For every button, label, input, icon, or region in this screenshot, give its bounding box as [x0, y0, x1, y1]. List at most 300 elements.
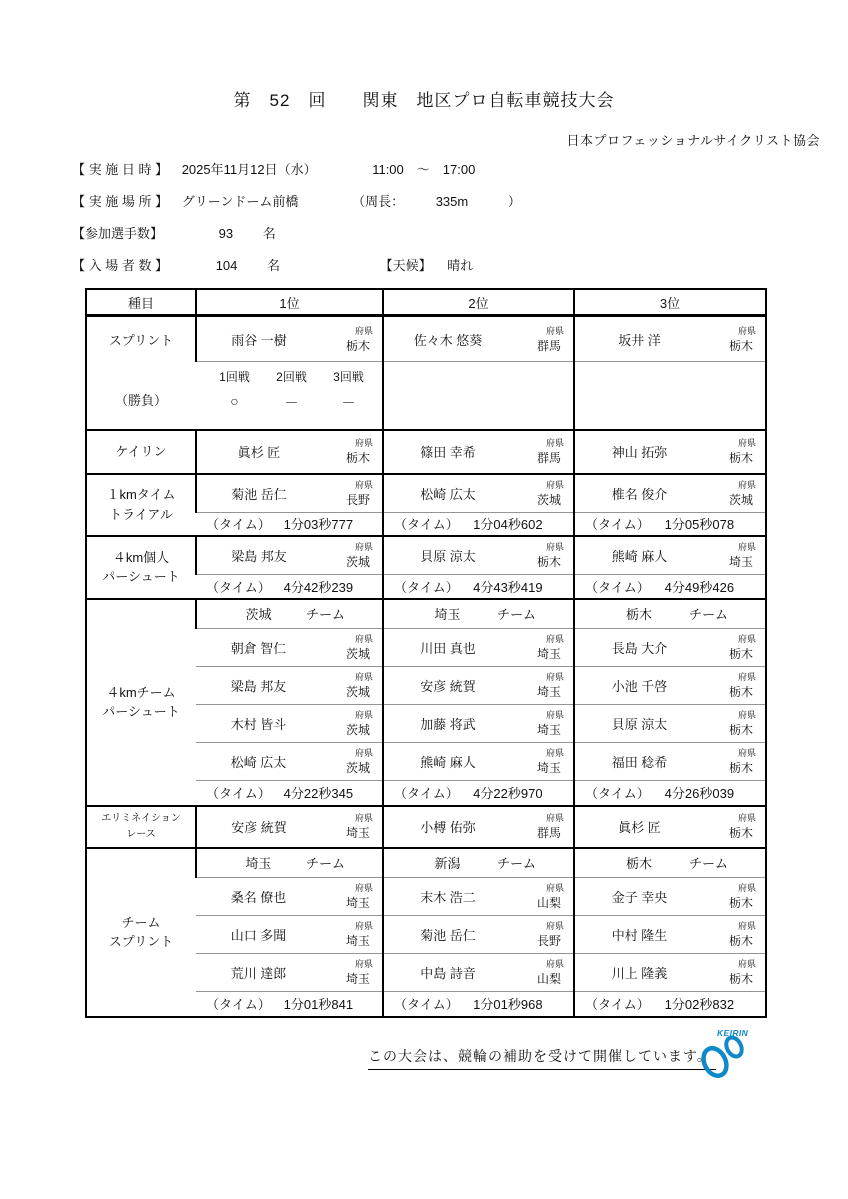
datetime-hours: 11:00 ～ 17:00: [372, 162, 476, 177]
time-label: （タイム）: [206, 997, 271, 1013]
prefecture-label: 府県: [545, 542, 564, 552]
result-cell: [383, 536, 574, 575]
category-line: ケイリン: [115, 443, 167, 459]
event-info: [72, 160, 792, 288]
prefecture-label: 府県: [545, 672, 564, 682]
prefecture-name: 群馬: [536, 338, 561, 353]
prefecture-name: 茨城: [345, 555, 370, 569]
prefecture-name: 茨城: [345, 723, 370, 737]
prefecture-name: 茨城: [345, 647, 370, 661]
time-label: （タイム）: [394, 997, 459, 1013]
prefecture-block: [321, 916, 382, 953]
time-value: 1分04秒602: [473, 517, 543, 533]
time-value: 4分22秒345: [283, 786, 354, 802]
rider-name: 篠田 幸希: [420, 445, 476, 460]
prefecture-label: 府県: [354, 813, 373, 823]
result-cell: [383, 430, 574, 474]
category-line: パーシュート: [102, 569, 180, 585]
keirin-logo-label: KEIRIN: [717, 1028, 749, 1038]
venue-label: 【 実 施 場 所 】: [72, 194, 169, 209]
prefecture-name: 埼玉: [536, 761, 561, 775]
time-label: （タイム）: [206, 786, 271, 802]
team-prefecture: 栃木: [625, 856, 652, 872]
result-cell: [196, 536, 383, 575]
time-value: 1分01秒968: [473, 997, 543, 1013]
attendance-value: 104: [215, 258, 238, 273]
prefecture-block: [704, 629, 765, 666]
participants-value: 93: [218, 226, 234, 241]
table-row: [86, 599, 766, 629]
prefecture-label: 府県: [545, 710, 564, 720]
prefecture-label: 府県: [354, 959, 373, 969]
event-category: [86, 599, 196, 806]
result-cell: [196, 743, 383, 781]
organization-name: 日本プロフェッショナルサイクリスト協会: [566, 133, 820, 148]
prefecture-name: 埼玉: [345, 896, 370, 910]
result-cell: [574, 806, 766, 848]
time-cell: [574, 575, 766, 599]
time-value: 4分22秒970: [473, 786, 543, 802]
time-cell: [383, 512, 574, 536]
rider-name: 熊崎 麻人: [611, 549, 668, 564]
prefecture-label: 府県: [737, 672, 756, 682]
rider-name: 川上 隆義: [611, 966, 668, 981]
category-line: （勝負）: [114, 393, 167, 408]
prefecture-name: 栃木: [536, 555, 561, 569]
round-label: 3回戦: [333, 370, 364, 384]
rider-name: 長島 大介: [611, 641, 668, 656]
event-category: [86, 848, 196, 1017]
prefecture-name: 栃木: [728, 826, 753, 840]
prefecture-block: [321, 808, 382, 845]
team-cell: [383, 848, 574, 878]
prefecture-block: [704, 433, 765, 470]
time-cell: [574, 992, 766, 1017]
prefecture-block: [704, 916, 765, 953]
result-cell: [574, 667, 766, 705]
prefecture-name: 山梨: [536, 896, 561, 910]
prefecture-block: [704, 808, 765, 845]
team-prefecture: 埼玉: [434, 607, 461, 623]
prefecture-block: [512, 629, 573, 666]
prefecture-name: 栃木: [728, 451, 753, 465]
prefecture-name: 栃木: [728, 896, 753, 910]
rider-name: 福田 稔希: [611, 755, 668, 770]
result-cell: [574, 916, 766, 954]
prefecture-name: 栃木: [728, 647, 753, 661]
rider-name: 梁島 邦友: [231, 549, 287, 564]
time-value: 1分02秒832: [664, 997, 735, 1013]
prefecture-label: 府県: [545, 438, 564, 448]
prefecture-name: 群馬: [536, 826, 561, 840]
rider-name: 梁島 邦友: [230, 679, 287, 694]
team-cell: [196, 848, 383, 878]
result-cell: [383, 474, 574, 513]
time-label: （タイム）: [585, 997, 650, 1013]
time-label: （タイム）: [394, 786, 459, 802]
prefecture-name: 長野: [536, 934, 561, 948]
result-cell: [383, 954, 574, 992]
results-table: [85, 288, 767, 1018]
category-line: １kmタイム: [106, 487, 176, 503]
time-label: （タイム）: [585, 786, 650, 802]
track-length-open: （周長：: [352, 194, 405, 209]
time-label: （タイム）: [206, 517, 271, 533]
prefecture-block: [704, 743, 765, 780]
rider-name: 朝倉 智仁: [230, 641, 287, 656]
attendance-label: 【 入 場 者 数 】: [72, 258, 169, 273]
result-cell: [574, 705, 766, 743]
time-value: 1分05秒078: [664, 517, 735, 533]
time-cell: [574, 512, 766, 536]
header-third-place: 3位: [574, 289, 766, 316]
team-prefecture: 栃木: [625, 607, 652, 623]
time-cell: [196, 512, 383, 536]
prefecture-label: 府県: [354, 672, 373, 682]
prefecture-label: 府県: [545, 479, 564, 490]
rider-name: 松崎 広太: [230, 755, 287, 770]
page-footer: [0, 1022, 848, 1112]
team-cell: [574, 848, 766, 878]
category-line: ４km個人: [112, 549, 170, 565]
time-value: 4分42秒239: [283, 579, 354, 595]
prefecture-label: 府県: [545, 883, 564, 893]
empty-cell: [574, 362, 766, 430]
weather-label: 【天候】: [379, 258, 432, 273]
result-cell: [574, 316, 766, 362]
team-cell: [196, 599, 383, 629]
rider-name: 菊池 岳仁: [231, 486, 287, 502]
time-value: 1分03秒777: [283, 517, 354, 533]
prefecture-name: 栃木: [728, 723, 753, 737]
time-label: （タイム）: [394, 579, 459, 595]
rider-name: 神山 拓弥: [611, 445, 668, 460]
rider-name: 貝原 涼太: [611, 717, 668, 732]
round-result: －: [284, 395, 299, 411]
prefecture-label: 府県: [354, 921, 373, 931]
prefecture-name: 埼玉: [345, 934, 370, 948]
prefecture-block: [704, 954, 765, 991]
rider-name: 金子 幸央: [611, 890, 668, 905]
rider-name: 加藤 将武: [420, 717, 476, 732]
prefecture-block: [512, 954, 573, 991]
subsidy-note: この大会は、競輪の補助を受けて開催しています。: [368, 1046, 716, 1070]
rider-name: 佐々木 悠葵: [413, 332, 483, 348]
rider-name: 椎名 俊介: [611, 486, 668, 502]
rider-name: 中島 詩音: [420, 966, 476, 981]
prefecture-block: [704, 705, 765, 742]
time-cell: [383, 575, 574, 599]
result-cell: [574, 629, 766, 667]
prefecture-label: 府県: [354, 325, 373, 336]
rider-name: 中村 隆生: [611, 928, 668, 943]
rider-name: 坂井 洋: [618, 332, 661, 348]
category-line: トライアル: [109, 506, 173, 522]
rider-name: 桑名 僚也: [230, 890, 287, 905]
prefecture-name: 埼玉: [728, 555, 753, 569]
prefecture-name: 栃木: [345, 451, 370, 465]
result-cell: [196, 916, 383, 954]
prefecture-block: [321, 705, 382, 742]
prefecture-name: 茨城: [728, 492, 753, 507]
rider-name: 菊池 岳仁: [420, 928, 476, 943]
team-label: チーム: [689, 607, 729, 623]
round-label: 2回戦: [276, 370, 307, 384]
prefecture-block: [321, 321, 382, 358]
rider-name: 山口 多聞: [230, 928, 287, 943]
time-cell: [574, 781, 766, 806]
prefecture-name: 栃木: [728, 685, 753, 699]
keirin-logo-icon: [693, 1026, 757, 1086]
result-cell: [196, 667, 383, 705]
prefecture-name: 栃木: [728, 761, 753, 775]
prefecture-label: 府県: [737, 325, 756, 336]
event-category: [86, 474, 196, 537]
prefecture-name: 埼玉: [345, 826, 370, 840]
rider-name: 安彦 統賀: [231, 820, 287, 835]
result-cell: [574, 954, 766, 992]
results-body: [86, 316, 766, 1017]
prefecture-label: 府県: [737, 959, 756, 969]
prefecture-label: 府県: [545, 813, 564, 823]
prefecture-block: [512, 537, 573, 574]
result-cell: [574, 474, 766, 513]
prefecture-block: [512, 916, 573, 953]
time-cell: [383, 992, 574, 1017]
result-cell: [383, 667, 574, 705]
category-line: スプリント: [108, 934, 174, 949]
rider-name: 眞杉 匠: [237, 445, 281, 460]
time-label: （タイム）: [206, 579, 271, 595]
prefecture-block: [704, 537, 765, 574]
rider-name: 眞杉 匠: [618, 820, 661, 835]
result-cell: [196, 430, 383, 474]
info-attendance: [72, 256, 792, 288]
prefecture-name: 埼玉: [536, 723, 561, 737]
rider-name: 末木 浩二: [420, 890, 476, 905]
table-row: [86, 316, 766, 362]
prefecture-block: [321, 743, 382, 780]
team-prefecture: 埼玉: [245, 856, 272, 872]
prefecture-label: 府県: [545, 325, 564, 336]
prefecture-label: 府県: [354, 542, 373, 552]
result-cell: [574, 743, 766, 781]
header-first-place: 1位: [196, 289, 383, 316]
team-label: チーム: [306, 856, 346, 872]
header-second-place: 2位: [383, 289, 574, 316]
result-cell: [196, 705, 383, 743]
rider-name: 雨谷 一樹: [231, 332, 287, 348]
result-cell: [574, 536, 766, 575]
table-row: [86, 848, 766, 878]
prefecture-label: 府県: [545, 634, 564, 644]
team-label: チーム: [497, 856, 537, 872]
prefecture-name: 栃木: [345, 338, 370, 353]
team-label: チーム: [689, 856, 729, 872]
rider-name: 荒川 達郎: [230, 966, 287, 981]
result-cell: [574, 878, 766, 916]
track-length-close: ）: [507, 194, 521, 209]
time-cell: [196, 992, 383, 1017]
info-venue: [72, 192, 792, 224]
prefecture-label: 府県: [545, 921, 564, 931]
result-cell: [574, 430, 766, 474]
time-label: （タイム）: [585, 579, 650, 595]
prefecture-block: [321, 537, 382, 574]
result-cell: [383, 916, 574, 954]
prefecture-label: 府県: [737, 542, 756, 552]
prefecture-label: 府県: [354, 438, 373, 448]
rider-name: 川田 真也: [420, 641, 476, 656]
category-line: エリミネイション: [101, 812, 181, 824]
prefecture-label: 府県: [737, 479, 756, 490]
prefecture-label: 府県: [354, 479, 373, 490]
prefecture-label: 府県: [354, 710, 373, 720]
team-label: チーム: [306, 607, 346, 623]
time-label: （タイム）: [585, 517, 650, 533]
time-value: 4分26秒039: [664, 786, 735, 802]
prefecture-label: 府県: [354, 748, 373, 758]
time-value: 1分01秒841: [283, 997, 354, 1013]
datetime-label: 【 実 施 日 時 】: [72, 162, 169, 177]
prefecture-block: [704, 475, 765, 512]
weather-value: 晴れ: [447, 258, 474, 273]
prefecture-block: [512, 475, 573, 512]
prefecture-block: [512, 321, 573, 358]
prefecture-block: [512, 743, 573, 780]
result-cell: [383, 878, 574, 916]
time-cell: [196, 575, 383, 599]
category-line: スプリント: [108, 333, 174, 348]
info-datetime: [72, 160, 792, 192]
result-cell: [196, 806, 383, 848]
info-participants: [72, 224, 792, 256]
time-value: 4分43秒419: [473, 579, 543, 595]
result-cell: [383, 705, 574, 743]
prefecture-block: [321, 954, 382, 991]
prefecture-block: [512, 433, 573, 470]
participants-label: 【参加選手数】: [72, 226, 164, 241]
prefecture-name: 長野: [345, 492, 370, 507]
prefecture-block: [704, 878, 765, 915]
result-cell: [383, 316, 574, 362]
rounds-cell: [196, 362, 383, 430]
attendance-unit: 名: [267, 258, 281, 273]
prefecture-label: 府県: [737, 813, 756, 823]
prefecture-block: [321, 433, 382, 470]
round-label: 1回戦: [219, 370, 250, 384]
event-category: [86, 316, 196, 430]
rider-name: 熊崎 麻人: [420, 755, 476, 770]
table-row: [86, 536, 766, 575]
prefecture-name: 栃木: [728, 338, 753, 353]
rider-name: 安彦 統賀: [420, 679, 476, 694]
result-cell: [383, 629, 574, 667]
result-cell: [196, 629, 383, 667]
prefecture-label: 府県: [737, 710, 756, 720]
table-header-row: [86, 289, 766, 316]
event-category: [86, 806, 196, 848]
prefecture-block: [321, 475, 382, 512]
header-event: 種目: [86, 289, 196, 316]
prefecture-name: 埼玉: [345, 972, 370, 986]
prefecture-label: 府県: [737, 921, 756, 931]
prefecture-name: 山梨: [536, 972, 561, 986]
result-cell: [196, 954, 383, 992]
team-label: チーム: [497, 607, 537, 623]
result-cell: [196, 316, 383, 362]
prefecture-block: [512, 878, 573, 915]
prefecture-block: [321, 629, 382, 666]
page-title: 第 52 回 関東 地区プロ自転車競技大会: [233, 91, 615, 110]
prefecture-block: [704, 321, 765, 358]
rider-name: 松崎 広太: [420, 486, 476, 502]
team-prefecture: 新潟: [434, 856, 461, 872]
team-cell: [383, 599, 574, 629]
rider-name: 木村 皆斗: [230, 717, 287, 732]
event-category: [86, 430, 196, 474]
table-row: [86, 806, 766, 848]
time-cell: [383, 781, 574, 806]
result-cell: [196, 878, 383, 916]
category-line: パーシュート: [102, 704, 180, 719]
category-line: ４kmチーム: [106, 684, 176, 700]
prefecture-name: 茨城: [536, 492, 561, 507]
prefecture-label: 府県: [545, 748, 564, 758]
event-category: [86, 536, 196, 599]
prefecture-block: [512, 705, 573, 742]
prefecture-label: 府県: [737, 634, 756, 644]
table-row: [86, 474, 766, 513]
prefecture-name: 埼玉: [536, 685, 561, 699]
participants-unit: 名: [262, 226, 276, 241]
prefecture-label: 府県: [354, 634, 373, 644]
prefecture-label: 府県: [737, 438, 756, 448]
prefecture-block: [512, 808, 573, 845]
time-value: 4分49秒426: [664, 579, 735, 595]
venue-value: グリーンドーム前橋: [181, 194, 299, 209]
table-row: [86, 430, 766, 474]
prefecture-label: 府県: [737, 748, 756, 758]
prefecture-label: 府県: [354, 883, 373, 893]
prefecture-name: 茨城: [345, 761, 370, 775]
rider-name: 貝原 涼太: [420, 549, 476, 564]
track-length-value: 335m: [435, 194, 469, 209]
time-label: （タイム）: [394, 517, 459, 533]
rider-name: 小榑 佑弥: [420, 820, 476, 835]
empty-cell: [383, 362, 574, 430]
category-line: チーム: [121, 914, 161, 930]
prefecture-block: [512, 667, 573, 704]
team-prefecture: 茨城: [245, 607, 272, 623]
prefecture-name: 群馬: [536, 451, 561, 465]
prefecture-name: 茨城: [345, 685, 370, 699]
team-cell: [574, 599, 766, 629]
category-line: レース: [126, 828, 156, 840]
result-cell: [196, 474, 383, 513]
prefecture-name: 埼玉: [536, 647, 561, 661]
prefecture-label: 府県: [545, 959, 564, 969]
prefecture-name: 栃木: [728, 934, 753, 948]
prefecture-label: 府県: [737, 883, 756, 893]
time-cell: [196, 781, 383, 806]
prefecture-block: [704, 667, 765, 704]
round-result: ○: [230, 393, 239, 409]
prefecture-name: 栃木: [728, 972, 753, 986]
result-cell: [383, 806, 574, 848]
round-result: －: [341, 395, 356, 411]
rider-name: 小池 千啓: [611, 679, 668, 694]
